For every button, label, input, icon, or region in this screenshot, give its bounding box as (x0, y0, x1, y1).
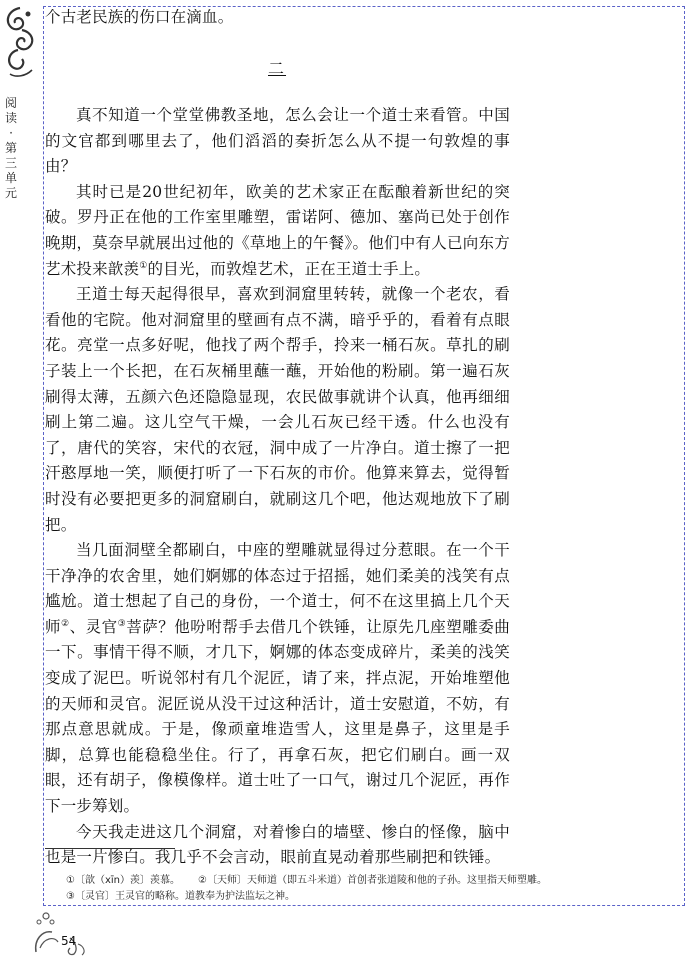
paragraph: 真不知道一个堂堂佛教圣地，怎么会让一个道士来看管。中国的文官都到哪里去了，他们滔滔的奏折怎么从不提一句敦煌的事由？ (45, 106, 510, 176)
footnote-row (66, 873, 666, 889)
unit-side-label (3, 96, 19, 201)
footnote-ref: ② (61, 618, 70, 629)
side-label-char: 第 (4, 141, 17, 155)
side-label-char: 三 (4, 156, 17, 170)
page-number-ornament-icon (30, 908, 90, 958)
lead-fragment (45, 5, 510, 31)
footnotes (66, 873, 666, 905)
footnote-item: ②〔天师〕天师道（即五斗米道）首创者张道陵和他的子孙。这里指天师塑雕。 (198, 875, 547, 886)
paragraph: 王道士每天起得很早，喜欢到洞窟里转转，就像一个老农，看看他的宅院。他对洞窟里的壁画有点不满，暗乎乎的，看着有点眼花。亮堂一点多好呢，他找了两个帮手，拎来一桶石灰。草扎的刷子装上一个长把，在石灰桶里蘸一蘸，开始他的粉刷。第一遍石灰刷得太薄，五颜六色还隐隐显现，农民做事就讲个认真，他再细细刷上第二遍。这儿空气干燥，一会儿石灰已经干透。什么也没有了，唐代的笑容，宋代的衣冠，洞中成了一片净白。道士擦了一把汗憨厚地一笑，顺便打听了一下石灰的市价。他算来算去，觉得暂时没有必要把更多的洞窟刷白，就刷这几个吧，他达观地放下了刷把。 (45, 285, 510, 534)
paragraph-text: 的目光，而敦煌艺术，正在王道士手上。 (147, 259, 431, 278)
side-label-char: 读 (4, 111, 17, 125)
article-body (45, 103, 510, 871)
paragraph: 今天我走进这几个洞窟，对着惨白的墙壁、惨白的怪像，脑中也是一片惨白。我几乎不会言动，眼前直晃动着那些刷把和铁锤。 (45, 822, 510, 867)
paragraph-text: 菩萨？他吩咐帮手去借几个铁锤，让原先几座塑雕委曲一下。事情干得不顺，才几下，婀娜的体态变成碎片，柔美的浅笑变成了泥巴。听说邻村有几个泥匠，请了来，拌点泥，开始堆塑他的天师和灵官。泥匠说从没干过这种活计，道士安慰道，不妨，有那点意思就成。于是，像顽童堆造雪人，这里是鼻子，这里是手脚，总算也能稳稳坐住。行了，再拿石灰，把它们刷白。画一双眼，还有胡子，像模像样。道士吐了一口气，谢过几个泥匠，再作下一步筹划。 (45, 617, 510, 816)
footnote-divider (45, 848, 175, 849)
paragraph-text: 其时已是20世纪初年，欧美的艺术家正在酝酿着新世纪的突破。罗丹正在他的工作室里雕塑，雷诺阿、德加、塞尚已处于创作晚期，莫奈早就展出过他的《草地上的午餐》。他们中有人已向东方艺术投来歆羡 (45, 182, 510, 278)
side-label-char: · (9, 126, 13, 140)
paragraph (45, 538, 510, 820)
footnote-row (66, 889, 666, 905)
paragraph-text: 当几面洞壁全都刷白，中座的塑雕就显得过分惹眼。在一个干干净净的农舍里，她们婀娜的体态过于招摇，她们柔美的浅笑有点尴尬。道士想起了自己的身份，一个道士，何不在这里搞上几个天师 (45, 541, 510, 636)
side-label-char: 阅 (4, 96, 17, 110)
side-label-char: 元 (4, 186, 17, 200)
paragraph-text: 、灵官 (69, 617, 118, 636)
section-numeral: 二 (268, 59, 287, 78)
paragraph (45, 180, 510, 282)
section-title (268, 56, 286, 79)
footnote-ref: ③ (117, 618, 127, 629)
footnote-item: ①〔歆（xīn）羡〕羡慕。 (66, 875, 180, 886)
page-number: 54 (61, 934, 77, 948)
side-label-char: 单 (4, 171, 17, 185)
footnote-ref: ① (139, 260, 148, 271)
floral-ornament-icon (2, 4, 38, 84)
lead-line: 个古老民族的伤口在滴血。 (45, 8, 234, 26)
footnote-item: ③〔灵官〕王灵官的略称。道教奉为护法监坛之神。 (66, 891, 295, 902)
